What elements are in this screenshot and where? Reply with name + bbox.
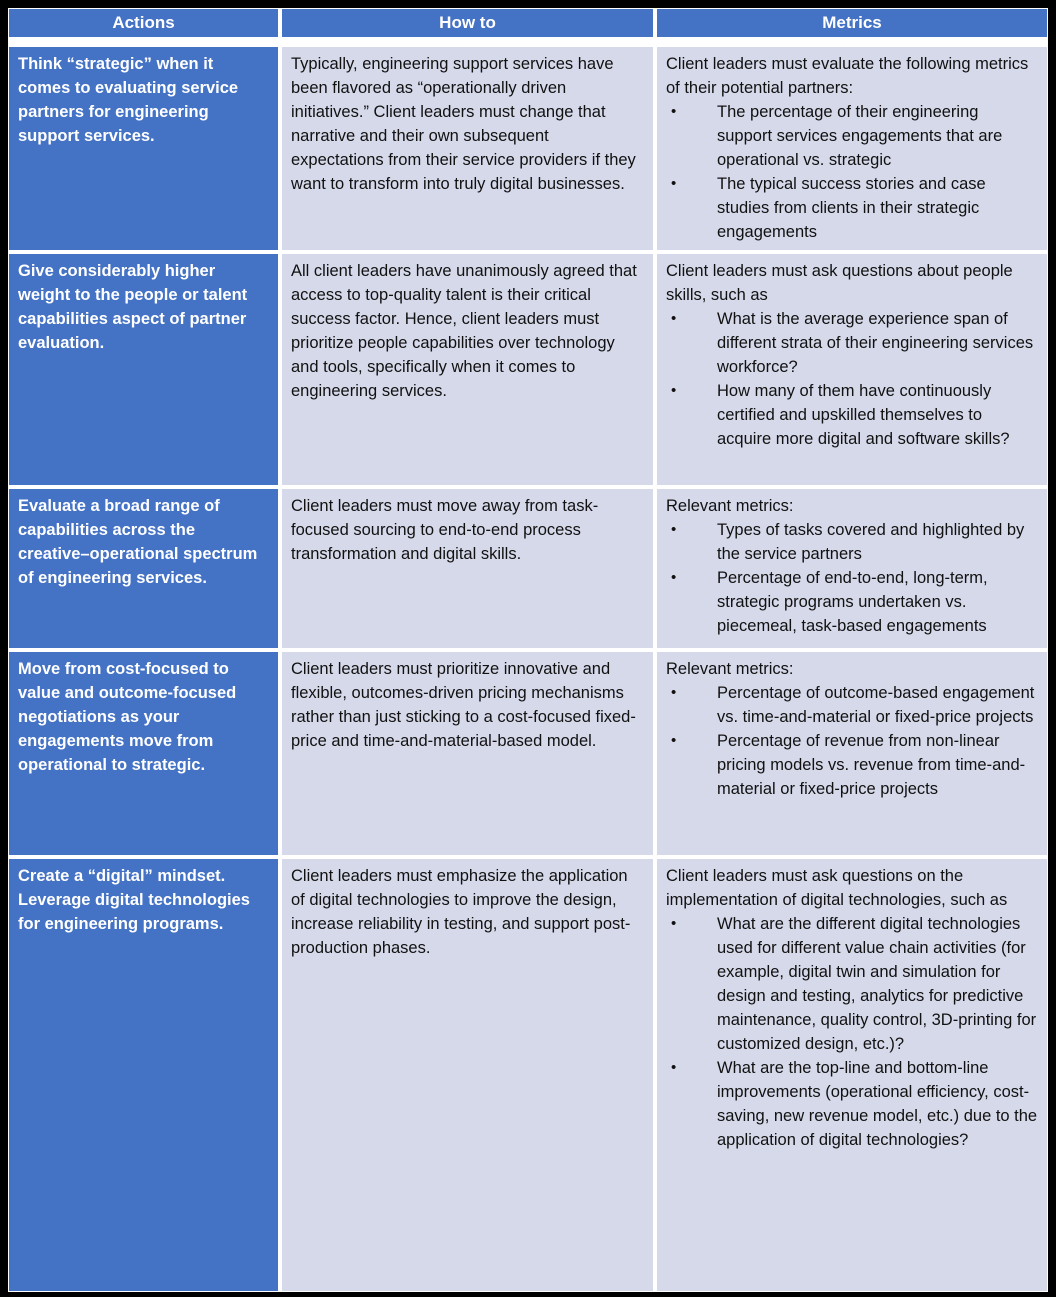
bullet-icon: •: [671, 569, 677, 586]
metrics-intro: Client leaders must ask questions about people skills, such as: [666, 262, 1013, 304]
metrics-intro: Client leaders must ask questions on the implementation of digital technologies, such as: [666, 867, 1008, 909]
bullet-text: What are the top-line and bottom-line improvements (operational efficiency, cost-saving, new revenue model, etc.) due to the application of digital technologies?: [717, 1059, 1038, 1149]
bullet-icon: •: [671, 103, 677, 120]
bullet-icon: •: [671, 175, 677, 192]
metrics-bullet: [657, 566, 1038, 638]
metrics-cell-row1: [657, 47, 1047, 250]
bullet-text: Percentage of end-to-end, long-term, strategic programs undertaken vs. piecemeal, task-based engagements: [717, 569, 988, 635]
metrics-cell-row2: [657, 254, 1047, 485]
metrics-intro: Relevant metrics:: [666, 660, 794, 678]
metrics-cell-row4: [657, 652, 1047, 855]
metrics-intro: Client leaders must evaluate the following metrics of their potential partners:: [666, 55, 1029, 97]
howto-cell-row2: All client leaders have unanimously agreed that access to top-quality talent is their critical success factor. Hence, client leaders must prioritize people capabilities over technology and tools, specifically when it comes to engineering services.: [282, 254, 653, 485]
metrics-bullet: [657, 100, 1038, 172]
howto-cell-row5: Client leaders must emphasize the application of digital technologies to improve the design, increase reliability in testing, and support post-production phases.: [282, 859, 653, 1291]
bullet-icon: •: [671, 732, 677, 749]
metrics-bullet: [657, 518, 1038, 566]
metrics-bullet: [657, 729, 1038, 801]
metrics-cell-row3: [657, 489, 1047, 648]
actions-howto-metrics-table: [8, 8, 1048, 1292]
bullet-text: The percentage of their engineering support services engagements that are operational vs. strategic: [717, 103, 1003, 169]
column-header-actions: Actions: [9, 9, 278, 37]
bullet-text: Percentage of revenue from non-linear pricing models vs. revenue from time-and-material or fixed-price projects: [717, 732, 1026, 798]
action-cell-row1: Think “strategic” when it comes to evaluating service partners for engineering support services.: [9, 47, 278, 250]
bullet-text: The typical success stories and case studies from clients in their strategic engagements: [717, 175, 986, 241]
bullet-text: Types of tasks covered and highlighted by the service partners: [717, 521, 1025, 563]
action-cell-row4: Move from cost-focused to value and outcome-focused negotiations as your engagements move from operational to strategic.: [9, 652, 278, 855]
bullet-text: What are the different digital technologies used for different value chain activities (for example, digital twin and simulation for design and testing, analytics for predictive maintenance, quality control, 3D-printing for customized design, etc.)?: [717, 915, 1037, 1053]
header-divider: [9, 41, 1047, 43]
action-cell-row5: Create a “digital” mindset. Leverage digital technologies for engineering programs.: [9, 859, 278, 1291]
bullet-icon: •: [671, 310, 677, 327]
bullet-icon: •: [671, 382, 677, 399]
bullet-text: How many of them have continuously certified and upskilled themselves to acquire more digital and software skills?: [717, 382, 1010, 448]
metrics-intro: Relevant metrics:: [666, 497, 794, 515]
metrics-bullet: [657, 912, 1038, 1056]
bullet-text: Percentage of outcome-based engagement vs. time-and-material or fixed-price projects: [717, 684, 1035, 726]
action-cell-row3: Evaluate a broad range of capabilities across the creative–operational spectrum of engineering services.: [9, 489, 278, 648]
metrics-bullet: [657, 172, 1038, 244]
column-header-metrics: Metrics: [657, 9, 1047, 37]
metrics-bullet: [657, 681, 1038, 729]
howto-cell-row4: Client leaders must prioritize innovative and flexible, outcomes-driven pricing mechanisms rather than just sticking to a cost-focused fixed-price and time-and-material-based model.: [282, 652, 653, 855]
metrics-bullet: [657, 307, 1038, 379]
column-header-how-to: How to: [282, 9, 653, 37]
bullet-icon: •: [671, 684, 677, 701]
bullet-text: What is the average experience span of different strata of their engineering services workforce?: [717, 310, 1034, 376]
bullet-icon: •: [671, 1059, 677, 1076]
metrics-bullet: [657, 1056, 1038, 1152]
howto-cell-row1: Typically, engineering support services have been flavored as “operationally driven initiatives.” Client leaders must change that narrative and their own subsequent expectations from their service providers if they want to transform into truly digital businesses.: [282, 47, 653, 250]
action-cell-row2: Give considerably higher weight to the people or talent capabilities aspect of partner evaluation.: [9, 254, 278, 485]
howto-cell-row3: Client leaders must move away from task-focused sourcing to end-to-end process transformation and digital skills.: [282, 489, 653, 648]
bullet-icon: •: [671, 521, 677, 538]
metrics-cell-row5: [657, 859, 1047, 1291]
metrics-bullet: [657, 379, 1038, 451]
bullet-icon: •: [671, 915, 677, 932]
